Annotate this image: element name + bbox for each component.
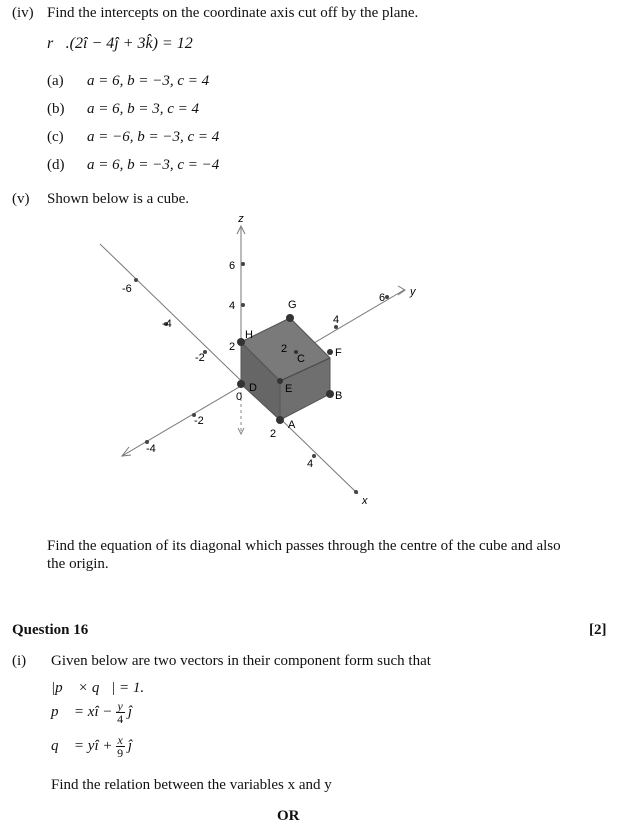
y-tick-neg4: -4: [146, 443, 156, 455]
x-tick-4: 4: [307, 458, 314, 470]
vector-q-definition: [51, 734, 132, 759]
face-number-label: 2: [281, 343, 288, 355]
vector-p-fraction: [116, 700, 125, 725]
vertex-f-dot: [327, 349, 333, 355]
z-tick-6-dot: [241, 262, 245, 266]
or-separator: OR: [277, 808, 300, 824]
x-tick-neg2: -2: [195, 352, 205, 364]
question-16-marks: [2]: [589, 622, 607, 638]
vertex-a-label: A: [288, 419, 296, 431]
z-tick-4-dot: [241, 303, 245, 307]
option-a-label: (a): [47, 73, 64, 89]
question-16-label: (i): [12, 653, 27, 669]
vector-q-denominator: 9: [117, 746, 124, 760]
vertex-e-label: E: [285, 383, 293, 395]
vertex-h-dot: [237, 338, 245, 346]
option-d-text: a = 6, b = −3, c = −4: [87, 157, 220, 173]
vertex-g-dot: [286, 314, 294, 322]
y-tick-6: 6: [379, 292, 386, 304]
cross-product-condition: |p⃗ × q⃗| = 1.: [51, 680, 145, 696]
x-tick-neg4: -4: [162, 318, 172, 330]
question-v-task-line1: Find the equation of its diagonal which passes through the centre of the cube and also: [47, 538, 561, 554]
vertex-d-label: D: [249, 382, 257, 394]
vertex-e-dot: [277, 378, 283, 384]
x-axis-name: x: [362, 495, 368, 507]
vertex-c-label: C: [297, 353, 305, 365]
origin-label: 0: [236, 391, 243, 403]
question-16-intro: Given below are two vectors in their component form such that: [51, 653, 431, 669]
vertex-a-dot: [276, 416, 284, 424]
vector-q-numerator: x: [117, 733, 123, 747]
question-16-find: Find the relation between the variables x and y: [51, 777, 332, 793]
z-axis-name: z: [238, 213, 244, 225]
y-axis-name: y: [410, 286, 416, 298]
y-tick-neg2: -2: [194, 415, 204, 427]
vector-q-fraction: [116, 734, 125, 759]
x-tick-neg6: -6: [122, 283, 132, 295]
option-c-label: (c): [47, 129, 64, 145]
vector-p-denominator: 4: [117, 712, 124, 726]
x-end-dot: [354, 490, 358, 494]
x-tick-2: 2: [270, 428, 277, 440]
vertex-b-dot: [326, 390, 334, 398]
option-a-text: a = 6, b = −3, c = 4: [87, 73, 210, 89]
question-iv-prompt: Find the intercepts on the coordinate axis cut off by the plane.: [47, 5, 419, 21]
y-tick-6-dot: [385, 295, 389, 299]
vector-p-lhs: p⃗ = xî −: [51, 704, 113, 720]
option-b-label: (b): [47, 101, 65, 117]
option-b-text: a = 6, b = 3, c = 4: [87, 101, 200, 117]
plane-equation: r⃗.(2î − 4ĵ + 3k̂) = 12: [47, 35, 193, 52]
question-v-task-line2: the origin.: [47, 556, 109, 572]
option-c-text: a = −6, b = −3, c = 4: [87, 129, 220, 145]
vector-p-definition: [51, 700, 132, 725]
option-d-label: (d): [47, 157, 65, 173]
vertex-b-label: B: [335, 390, 343, 402]
question-v-label: (v): [12, 191, 30, 207]
vector-p-numerator: y: [117, 699, 123, 713]
question-v-prompt: Shown below is a cube.: [47, 191, 190, 207]
z-tick-2: 2: [229, 341, 236, 353]
vector-q-lhs: q⃗ = yî +: [51, 738, 113, 754]
x-tick-neg6-dot: [134, 278, 138, 282]
y-arrow-head: [398, 286, 405, 295]
vertex-h-label: H: [245, 329, 253, 341]
question-16-heading: Question 16: [12, 622, 89, 638]
vertex-g-label: G: [288, 299, 297, 311]
vertex-f-label: F: [335, 347, 342, 359]
z-tick-4: 4: [229, 300, 236, 312]
vector-p-unit: ĵ: [127, 704, 132, 720]
question-iv-label: (iv): [12, 5, 34, 21]
y-tick-4: 4: [333, 314, 340, 326]
vertex-d-dot: [237, 380, 245, 388]
vector-q-unit: ĵ: [127, 738, 132, 754]
z-tick-6: 6: [229, 260, 236, 272]
